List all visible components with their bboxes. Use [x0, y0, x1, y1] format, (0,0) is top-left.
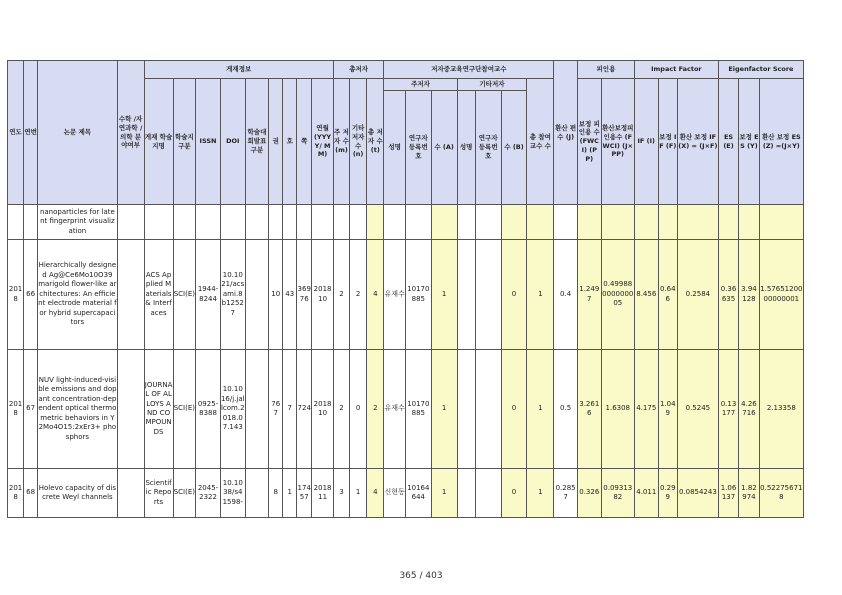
header-corrected-citation: 보정 피인용 수 (FWCI) (PP) — [577, 79, 601, 205]
cell-j: 0.4 — [554, 240, 578, 350]
cell-issn — [196, 205, 221, 240]
cell-vol: 8 — [269, 469, 283, 518]
header-main-author: 주저자 — [384, 79, 457, 91]
header-converted-corrected-citation: 환산보정피인용수 (FWCI) (J×PP) — [601, 79, 634, 205]
cell-year: 2018 — [8, 469, 24, 518]
cell-i: 8.456 — [634, 240, 658, 350]
header-es: ES (E) — [718, 79, 738, 205]
header-count-b: 수 (B) — [501, 91, 527, 205]
cell-total: 1 — [527, 240, 554, 350]
cell-a: 1 — [431, 240, 457, 350]
cell-issue — [283, 205, 297, 240]
cell-issn: 2045-2322 — [196, 469, 221, 518]
cell-title: nanoparticles for latent fingerprint visualization — [38, 205, 118, 240]
cell-uclass — [245, 350, 269, 469]
header-eigenfactor: Eigenfactor Score — [718, 61, 803, 79]
cell-fwci: 3.2616 — [577, 350, 601, 469]
cell-t — [367, 205, 384, 240]
cell-e: 0.13177 — [718, 350, 738, 469]
header-name-b: 성명 — [457, 91, 475, 205]
header-total-authors: 총 저자 수 (t) — [367, 79, 384, 205]
cell-x — [677, 205, 718, 240]
cell-year — [8, 205, 24, 240]
cell-z — [759, 205, 803, 240]
header-converted-corrected-es: 환산 보정 ES(Z) =(J×Y) — [759, 79, 803, 205]
cell-j: 0.2857 — [554, 469, 578, 518]
header-other-authors: 기타 저자 수 (n) — [350, 79, 367, 205]
cell-x: 0.5245 — [677, 350, 718, 469]
cell-fwci — [577, 205, 601, 240]
header-citation: 피인용 — [577, 61, 634, 79]
header-count-a: 수 (A) — [431, 91, 457, 205]
cell-t: 2 — [367, 350, 384, 469]
cell-j — [554, 205, 578, 240]
table-row — [8, 205, 804, 240]
cell-f: 0.646 — [658, 240, 677, 350]
cell-b: 0 — [501, 469, 527, 518]
cell-y: 3.94128 — [739, 240, 759, 350]
research-table — [7, 60, 804, 518]
header-volume: 권 — [269, 79, 283, 205]
header-univ-class: 학술대회발표 구분 — [245, 79, 269, 205]
cell-i — [634, 205, 658, 240]
cell-journal: JOURNAL OF ALLOYS AND COMPOUNDS — [144, 350, 173, 469]
cell-t: 4 — [367, 469, 384, 518]
cell-doi: 10.1038/s41598- — [220, 469, 245, 518]
header-main-authors: 주 저자 수 (m) — [333, 79, 349, 205]
cell-i: 4.175 — [634, 350, 658, 469]
cell-no: 66 — [24, 240, 38, 350]
header-corrected-es: 보정 ES (Y) — [739, 79, 759, 205]
cell-no: 68 — [24, 469, 38, 518]
cell-date — [312, 205, 334, 240]
cell-pages: 36976 — [297, 240, 312, 350]
cell-no — [24, 205, 38, 240]
cell-name-a — [384, 205, 406, 240]
header-issue: 호 — [283, 79, 297, 205]
header-corrected-if: 보정 IF (F) — [658, 79, 677, 205]
cell-e — [718, 205, 738, 240]
cell-a: 1 — [431, 469, 457, 518]
cell-b — [501, 205, 527, 240]
cell-e: 0.36635 — [718, 240, 738, 350]
cell-name-b — [457, 205, 475, 240]
cell-f: 1.049 — [658, 350, 677, 469]
header-total-participants: 총 참여 교수 수 — [527, 79, 554, 205]
cell-reg-a: 10170885 — [405, 350, 431, 469]
cell-name-a: 유재수 — [384, 240, 406, 350]
header-year: 연도 — [8, 61, 24, 205]
cell-date: 2018 10 — [312, 240, 334, 350]
cell-vol — [269, 205, 283, 240]
header-converted-count: 환산 편수 (J) — [554, 61, 578, 205]
cell-jclass: SCI(E) — [173, 240, 196, 350]
cell-total — [527, 205, 554, 240]
cell-name-a: 유재수 — [384, 350, 406, 469]
cell-name-b — [457, 350, 475, 469]
cell-uclass — [245, 469, 269, 518]
cell-name-a: 신현동 — [384, 469, 406, 518]
cell-e: 1.06137 — [718, 469, 738, 518]
cell-total: 1 — [527, 350, 554, 469]
cell-doi — [220, 205, 245, 240]
header-journal-info: 게재정보 — [144, 61, 333, 79]
cell-z: 2.13358 — [759, 350, 803, 469]
cell-z: 1.5765120000000001 — [759, 240, 803, 350]
cell-math — [117, 240, 144, 350]
cell-year: 2018 — [8, 350, 24, 469]
cell-y: 4.26716 — [739, 350, 759, 469]
cell-issue: 7 — [283, 350, 297, 469]
cell-z: 0.522756718 — [759, 469, 803, 518]
cell-reg-b — [475, 240, 501, 350]
header-issn: ISSN — [196, 79, 221, 205]
cell-y — [739, 205, 759, 240]
header-title: 논문 제목 — [38, 61, 118, 205]
header-impact-factor: Impact Factor — [634, 61, 718, 79]
cell-n: 1 — [350, 469, 367, 518]
cell-pages: 17457 — [297, 469, 312, 518]
cell-math — [117, 350, 144, 469]
cell-jpp: 0.0931382 — [601, 469, 634, 518]
cell-issue: 43 — [283, 240, 297, 350]
header-participants: 저자중교육연구단참여교수 — [384, 61, 554, 79]
cell-jpp: 0.49988000000005 — [601, 240, 634, 350]
cell-journal: Scientific Reports — [144, 469, 173, 518]
cell-m: 2 — [333, 240, 349, 350]
cell-doi: 10.1016/j.jallcom.2018.07.143 — [220, 350, 245, 469]
table-row — [8, 469, 804, 518]
cell-jclass: SCI(E) — [173, 469, 196, 518]
cell-reg-a — [405, 205, 431, 240]
cell-total: 1 — [527, 469, 554, 518]
header-pub-date: 연월 (YYYY/ MM) — [312, 79, 334, 205]
header-authors-total: 총저자 — [333, 61, 384, 79]
header-doi: DOI — [220, 79, 245, 205]
cell-uclass — [245, 205, 269, 240]
cell-f — [658, 205, 677, 240]
cell-n: 0 — [350, 350, 367, 469]
cell-name-b — [457, 240, 475, 350]
cell-i: 4.011 — [634, 469, 658, 518]
cell-date: 2018 10 — [312, 350, 334, 469]
cell-title: Hierarchically designed Ag@Ce6Mo10O39 marigold flower-like architectures: An efficient electrode material for hybrid supercapacitors — [38, 240, 118, 350]
cell-m — [333, 205, 349, 240]
cell-pages: 724 — [297, 350, 312, 469]
header-converted-corrected-if: 환산 보정 IF(X) = (J×F) — [677, 79, 718, 205]
cell-reg-a: 10164644 — [405, 469, 431, 518]
cell-name-b — [457, 469, 475, 518]
cell-n: 2 — [350, 240, 367, 350]
cell-fwci: 1.2497 — [577, 240, 601, 350]
cell-f: 0.299 — [658, 469, 677, 518]
cell-jpp — [601, 205, 634, 240]
header-math: 수학 /자연과학 /의학 분야여부 — [117, 61, 144, 205]
cell-math — [117, 469, 144, 518]
cell-journal — [144, 205, 173, 240]
cell-issn: 0925-8388 — [196, 350, 221, 469]
table-row — [8, 350, 804, 469]
cell-jclass — [173, 205, 196, 240]
cell-reg-b — [475, 469, 501, 518]
cell-reg-a: 10170885 — [405, 240, 431, 350]
cell-journal: ACS Applied Materials & Interfaces — [144, 240, 173, 350]
cell-m: 2 — [333, 350, 349, 469]
header-if: IF (I) — [634, 79, 658, 205]
page-number: 365 / 403 — [399, 571, 443, 581]
header-journal-name: 게재 학술지명 — [144, 79, 173, 205]
cell-y: 1.82974 — [739, 469, 759, 518]
cell-jpp: 1.6308 — [601, 350, 634, 469]
cell-vol: 10 — [269, 240, 283, 350]
cell-b: 0 — [501, 240, 527, 350]
cell-no: 67 — [24, 350, 38, 469]
cell-a: 1 — [431, 350, 457, 469]
cell-m: 3 — [333, 469, 349, 518]
cell-year: 2018 — [8, 240, 24, 350]
cell-vol: 767 — [269, 350, 283, 469]
cell-title: NUV light-induced-visible emissions and dopant concentration-dependent optical thermometric behaviors in Y2Mo4O15:2xEr3+ phosphors — [38, 350, 118, 469]
cell-jclass: SCI(E) — [173, 350, 196, 469]
cell-doi: 10.1021/acsami.8b12527 — [220, 240, 245, 350]
cell-n — [350, 205, 367, 240]
header-serial: 연번 — [24, 61, 38, 205]
header-journal-class: 학술지 구분 — [173, 79, 196, 205]
cell-pages — [297, 205, 312, 240]
cell-issn: 1944-8244 — [196, 240, 221, 350]
cell-x: 0.0854243 — [677, 469, 718, 518]
cell-a — [431, 205, 457, 240]
cell-t: 4 — [367, 240, 384, 350]
header-reg-a: 연구자 등록번호 — [405, 91, 431, 205]
cell-reg-b — [475, 205, 501, 240]
cell-math — [117, 205, 144, 240]
header-pages: 쪽 — [297, 79, 312, 205]
cell-x: 0.2584 — [677, 240, 718, 350]
cell-fwci: 0.326 — [577, 469, 601, 518]
cell-date: 2018 11 — [312, 469, 334, 518]
table-row — [8, 240, 804, 350]
cell-title: Holevo capacity of discrete Weyl channels — [38, 469, 118, 518]
header-name-a: 성명 — [384, 91, 406, 205]
header-other-author: 기타저자 — [457, 79, 527, 91]
header-reg-b: 연구자 등록번호 — [475, 91, 501, 205]
cell-reg-b — [475, 350, 501, 469]
cell-b: 0 — [501, 350, 527, 469]
cell-uclass — [245, 240, 269, 350]
cell-j: 0.5 — [554, 350, 578, 469]
cell-issue: 1 — [283, 469, 297, 518]
